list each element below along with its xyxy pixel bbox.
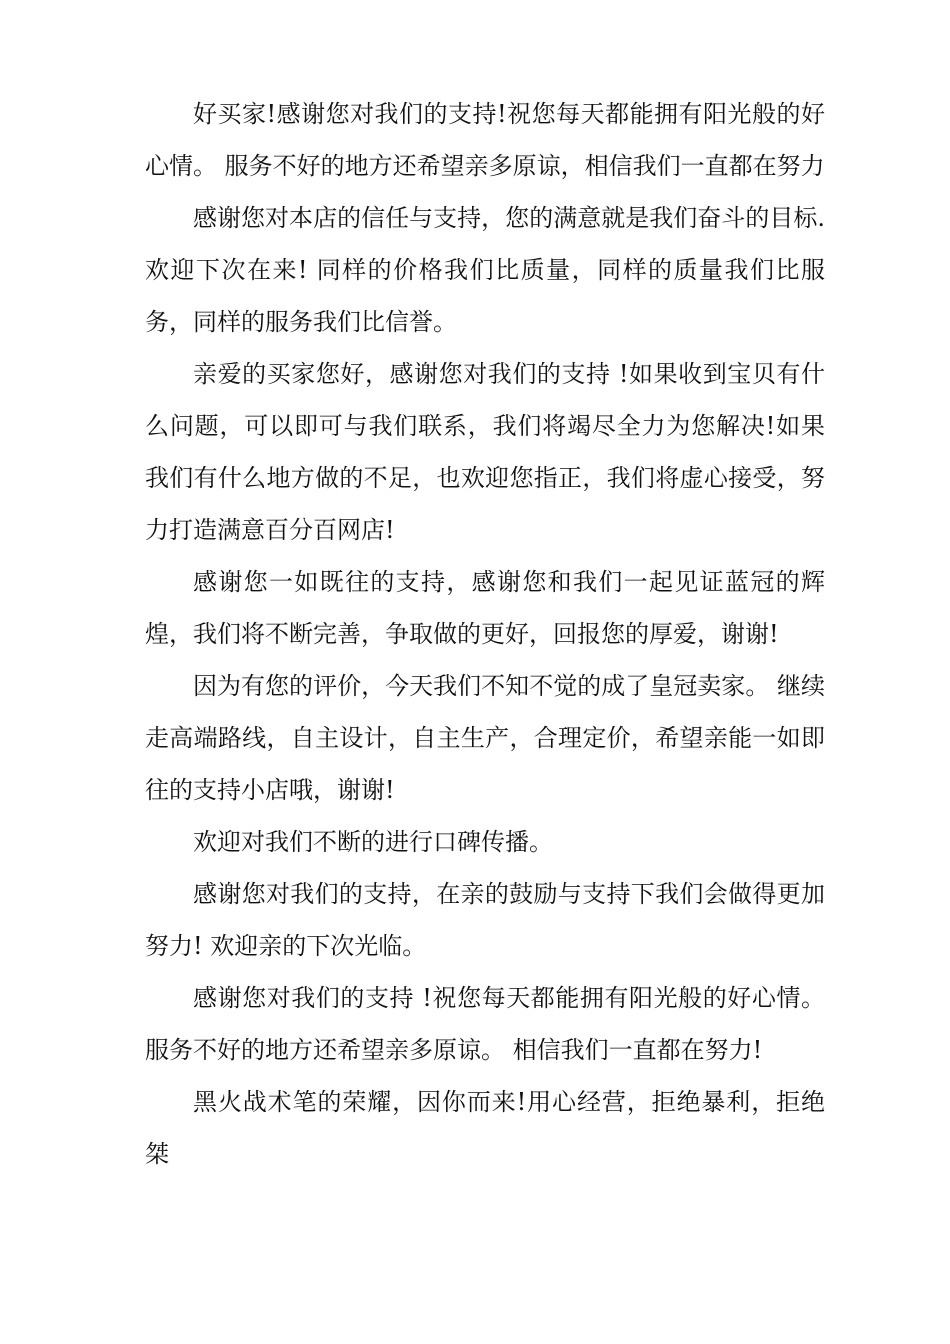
paragraph-4: 感谢您一如既往的支持，感谢您和我们一起见证蓝冠的辉煌，我们将不断完善，争取做的更好，回报您的厚爱，谢谢!	[145, 568, 825, 648]
paragraph-5: 因为有您的评价，今天我们不知不觉的成了皇冠卖家。 继续走高端路线，自主设计，自主生产，合理定价，希望亲能一如即往的支持小店哦，谢谢!	[145, 672, 825, 804]
document-body	[145, 88, 825, 1180]
paragraph-1: 好买家!感谢您对我们的支持!祝您每天都能拥有阳光般的好心情。 服务不好的地方还希望亲多原谅，相信我们一直都在努力	[145, 100, 825, 180]
paragraph-8: 感谢您对我们的支持 !祝您每天都能拥有阳光般的好心情。 服务不好的地方还希望亲多原谅。 相信我们一直都在努力!	[145, 984, 825, 1064]
paragraph-6: 欢迎对我们不断的进行口碑传播。	[193, 828, 553, 856]
paragraph-7: 感谢您对我们的支持，在亲的鼓励与支持下我们会做得更加努力! 欢迎亲的下次光临。	[145, 880, 825, 960]
paragraph-2: 感谢您对本店的信任与支持，您的满意就是我们奋斗的目标.欢迎下次在来! 同样的价格我们比质量，同样的质量我们比服务，同样的服务我们比信誉。	[145, 204, 825, 336]
paragraph-9: 黑火战术笔的荣耀，因你而来!用心经营，拒绝暴利，拒绝桀	[145, 1088, 825, 1168]
paragraph-3: 亲爱的买家您好，感谢您对我们的支持 !如果收到宝贝有什么问题，可以即可与我们联系，我们将竭尽全力为您解决!如果我们有什么地方做的不足，也欢迎您指正，我们将虚心接受，努力打造满意百分百网店!	[145, 360, 825, 544]
